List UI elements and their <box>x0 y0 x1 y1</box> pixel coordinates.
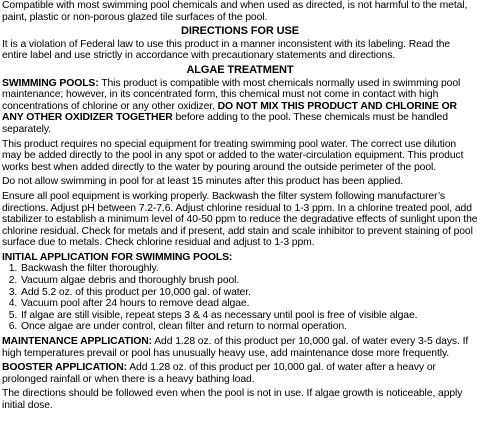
closing-paragraph: The directions should be followed even when the pool is not in use. If algae growth is noticeable, apply initial dose. <box>2 388 463 411</box>
warning-tail-text: before adding to the pool. These chemicals must be handled separately. <box>2 112 448 135</box>
algae-treatment-heading: ALGAE TREATMENT <box>186 63 294 76</box>
initial-application-heading: INITIAL APPLICATION FOR SWIMMING POOLS: <box>2 251 233 263</box>
list-item: 5. If algae are still visible, repeat steps 3 & 4 as necessary until pool is free of visible algae. <box>20 310 478 322</box>
list-item: 1. Backwash the filter thoroughly. <box>20 263 478 275</box>
swimming-pools-paragraph <box>2 78 478 136</box>
list-item: 3. Add 5.2 oz. of this product per 10,000 gal. of water. <box>20 287 478 299</box>
booster-label: BOOSTER APPLICATION: <box>2 362 127 374</box>
ensure-equipment-paragraph: Ensure all pool equipment is working properly. Backwash the filter system following manufacturer’s directions. Adjust pH between 7.2-7.6. Adjust chlorine residual to 1-3 ppm. In a chlorine treated pool, add stabilizer to establish a minimum level of 40-50 ppm to reduce the degradative effects of sunlight upon the chlorine residual. Check for metals and if present, add stain and scale inhibitor to prevent staining of pool surface due to metals. Check chlorine residual and adjust to 1-3 ppm. <box>2 190 478 249</box>
maintenance-paragraph <box>2 336 478 359</box>
maintenance-text: Add 1.28 oz. of this product per 10,000 gal. of water every 3-5 days. If high temperatures prevail or pool has unusually heavy use, add maintenance dose more frequently. <box>2 336 469 359</box>
intro-paragraph: Compatible with most swimming pool chemicals and when used as directed, is not harmful to the metal, paint, plastic or non-porous glazed tile surfaces of the pool. <box>2 0 468 23</box>
list-item: 2. Vacuum algae debris and thoroughly brush pool. <box>20 275 478 287</box>
booster-text: Add 1.28 oz. of this product per 10,000 gal. of water after a heavy or prolonged rainfall or when there is a heavy bathing load. <box>2 362 436 385</box>
list-item: 6. Once algae are under control, clean filter and return to normal operation. <box>20 321 478 333</box>
directions-paragraph: It is a violation of Federal law to use this product in a manner inconsistent with its labeling. Read the entire label and use strictly in accordance with precautionary statements and directions. <box>2 38 451 62</box>
initial-steps-list <box>2 263 478 333</box>
maintenance-label: MAINTENANCE APPLICATION: <box>2 336 152 348</box>
equipment-paragraph: This product requires no special equipment for treating swimming pool water. The correct use dilution may be added directly to the pool in any spot or added to the water-circulation equipment. This product works best when added directly to the water by pouring around the outside perimeter of the pool. <box>2 138 464 173</box>
no-swimming-paragraph: Do not allow swimming in pool for at least 15 minutes after this product has been applied. <box>2 176 404 188</box>
directions-heading: DIRECTIONS FOR USE <box>181 25 299 38</box>
swimming-pools-label: SWIMMING POOLS: <box>2 77 99 89</box>
booster-paragraph <box>2 362 478 385</box>
do-not-mix-warning: DO NOT MIX THIS PRODUCT AND CHLORINE OR ANY OTHER OXIDIZER TOGETHER <box>2 100 457 124</box>
list-item: 4. Vacuum pool after 24 hours to remove dead algae. <box>20 298 478 310</box>
swimming-pools-text: This product is compatible with most chemicals normally used in swimming pool maintenance; however, in its concentrated form, this chemical must not come in contact with high concentrations of chlorine or any other oxidizer. <box>2 77 461 112</box>
